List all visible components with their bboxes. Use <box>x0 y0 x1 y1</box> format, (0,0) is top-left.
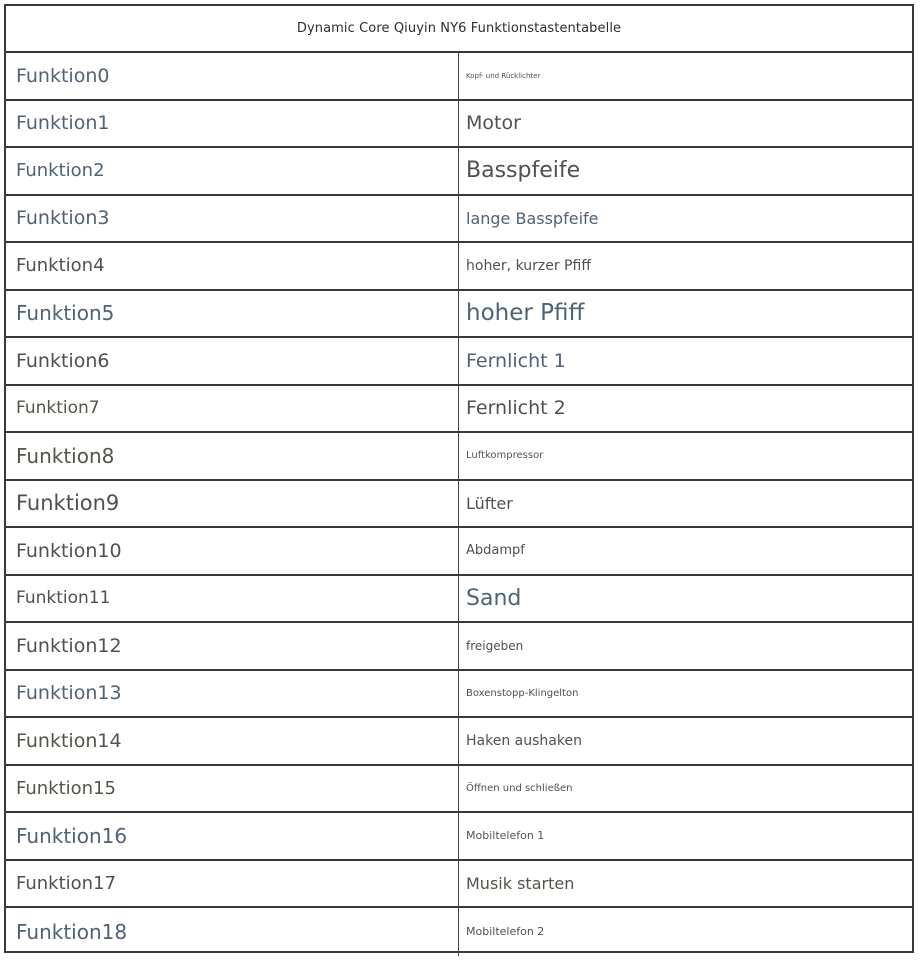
function-description: Sand <box>466 585 522 611</box>
table-row <box>6 386 912 434</box>
table-row <box>6 861 912 909</box>
function-key-label: Funktion7 <box>6 386 459 432</box>
function-key-label: Funktion10 <box>6 528 459 574</box>
function-description: Abdampf <box>466 543 525 559</box>
function-key-label: Funktion0 <box>6 53 459 99</box>
table-rows <box>6 53 912 956</box>
table-row <box>6 623 912 671</box>
function-description: Lüfter <box>466 493 513 513</box>
function-key-label: Funktion3 <box>6 196 459 242</box>
table-row <box>6 718 912 766</box>
function-key-table <box>4 4 914 953</box>
function-description: Haken aushaken <box>466 732 582 749</box>
function-description: Öffnen und schließen <box>466 782 573 794</box>
table-title: Dynamic Core Qiuyin NY6 Funktionstastentabelle <box>6 6 912 53</box>
table-row <box>6 101 912 149</box>
table-row <box>6 528 912 576</box>
function-description: hoher Pfiff <box>466 300 585 327</box>
table-row <box>6 196 912 244</box>
table-row <box>6 291 912 339</box>
function-description: Fernlicht 1 <box>466 349 566 372</box>
function-key-label: Funktion4 <box>6 243 459 289</box>
function-key-label: Funktion1 <box>6 101 459 147</box>
function-key-label: Funktion16 <box>6 813 459 859</box>
function-description: Fernlicht 2 <box>466 397 566 420</box>
function-key-label: Funktion18 <box>6 908 459 956</box>
table-row <box>6 813 912 861</box>
function-description: Mobiltelefon 1 <box>466 829 545 843</box>
function-description: Mobiltelefon 2 <box>466 925 545 939</box>
function-description: Motor <box>466 112 521 135</box>
table-row <box>6 766 912 814</box>
table-row <box>6 148 912 196</box>
table-row <box>6 53 912 101</box>
function-key-label: Funktion11 <box>6 576 459 622</box>
function-description: Kopf- und Rücklichter <box>466 71 541 80</box>
function-key-label: Funktion9 <box>6 481 459 527</box>
function-description: Musik starten <box>466 873 575 893</box>
function-description: hoher, kurzer Pfiff <box>466 257 591 274</box>
function-key-label: Funktion2 <box>6 148 459 194</box>
function-key-label: Funktion8 <box>6 433 459 479</box>
table-row <box>6 243 912 291</box>
table-row <box>6 338 912 386</box>
function-key-label: Funktion17 <box>6 861 459 907</box>
function-description: Luftkompressor <box>466 450 544 462</box>
function-key-label: Funktion5 <box>6 291 459 337</box>
function-key-label: Funktion15 <box>6 766 459 812</box>
function-description: Basspfeife <box>466 158 581 184</box>
function-key-label: Funktion13 <box>6 671 459 717</box>
function-description: freigeben <box>466 638 524 653</box>
table-row <box>6 671 912 719</box>
table-row <box>6 908 912 956</box>
table-row <box>6 481 912 529</box>
function-description: Boxenstopp-Klingelton <box>466 687 579 699</box>
function-key-label: Funktion12 <box>6 623 459 669</box>
function-description: lange Basspfeife <box>466 208 599 228</box>
function-key-label: Funktion14 <box>6 718 459 764</box>
function-key-label: Funktion6 <box>6 338 459 384</box>
table-row <box>6 576 912 624</box>
table-row <box>6 433 912 481</box>
